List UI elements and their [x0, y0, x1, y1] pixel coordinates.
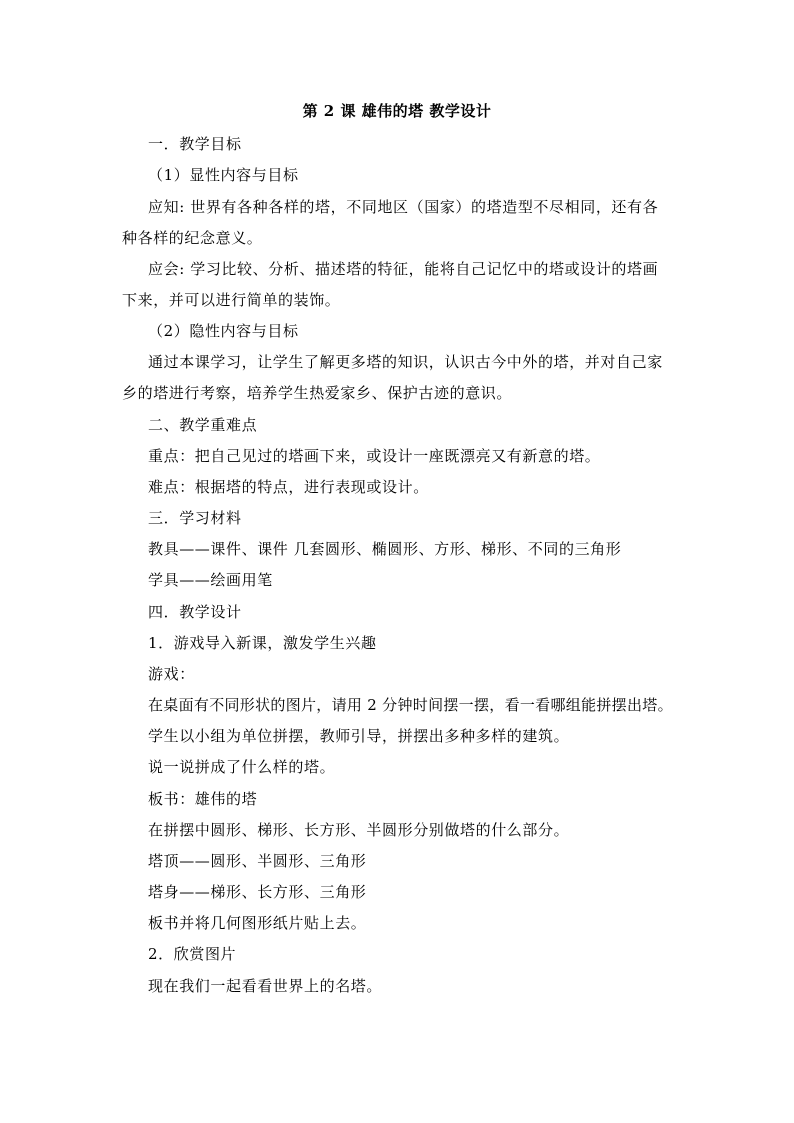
paragraph-line: 教具——课件、课件 几套圆形、椭圆形、方形、梯形、不同的三角形 [148, 540, 622, 558]
section-heading-materials: 三．学习材料 [148, 509, 242, 527]
document-title: 第 2 课 雄伟的塔 教学设计 [302, 102, 492, 120]
paragraph-line: 学生以小组为单位拼摆，教师引导，拼摆出多种多样的建筑。 [148, 727, 570, 745]
paragraph-line: 学具——绘画用笔 [148, 571, 273, 589]
paragraph-line: 应知: 世界有各种各样的塔，不同地区（国家）的塔造型不尽相同，还有各 [148, 198, 659, 216]
paragraph-line: 板书：雄伟的塔 [148, 790, 258, 808]
section-heading-objectives: 一．教学目标 [148, 135, 242, 153]
paragraph-line: 乡的塔进行考察，培养学生热爱家乡、保护古迹的意识。 [122, 384, 513, 402]
paragraph-line: 说一说拼成了什么样的塔。 [148, 758, 336, 776]
subheading-explicit-goals: （1）显性内容与目标 [148, 166, 299, 184]
paragraph-line: 重点：把自己见过的塔画下来，或设计一座既漂亮又有新意的塔。 [148, 447, 601, 465]
paragraph-line: 难点：根据塔的特点，进行表现或设计。 [148, 478, 429, 496]
paragraph-line: 种各样的纪念意义。 [122, 229, 263, 247]
subheading-implicit-goals: （2）隐性内容与目标 [148, 322, 299, 340]
paragraph-line: 塔身——梯形、长方形、三角形 [148, 883, 367, 901]
paragraph-line: 在桌面有不同形状的图片，请用 2 分钟时间摆一摆，看一看哪组能拼摆出塔。 [148, 696, 673, 714]
section-heading-design: 四．教学设计 [148, 603, 242, 621]
paragraph-line: 应会: 学习比较、分析、描述塔的特征，能将自己记忆中的塔或设计的塔画 [148, 260, 659, 278]
paragraph-line: 板书并将几何图形纸片贴上去。 [148, 914, 367, 932]
section-heading-key-points: 二、教学重难点 [148, 416, 258, 434]
paragraph-line: 塔顶——圆形、半圆形、三角形 [148, 852, 367, 870]
paragraph-line: 在拼摆中圆形、梯形、长方形、半圆形分别做塔的什么部分。 [148, 821, 570, 839]
paragraph-line: 游戏： [148, 665, 195, 683]
subheading-appreciate-images: 2．欣赏图片 [148, 945, 237, 963]
paragraph-line: 现在我们一起看看世界上的名塔。 [148, 977, 383, 995]
subheading-game-intro: 1．游戏导入新课，激发学生兴趣 [148, 634, 377, 652]
paragraph-line: 通过本课学习，让学生了解更多塔的知识，认识古今中外的塔，并对自己家 [148, 353, 663, 371]
paragraph-line: 下来，并可以进行简单的装饰。 [122, 291, 341, 309]
